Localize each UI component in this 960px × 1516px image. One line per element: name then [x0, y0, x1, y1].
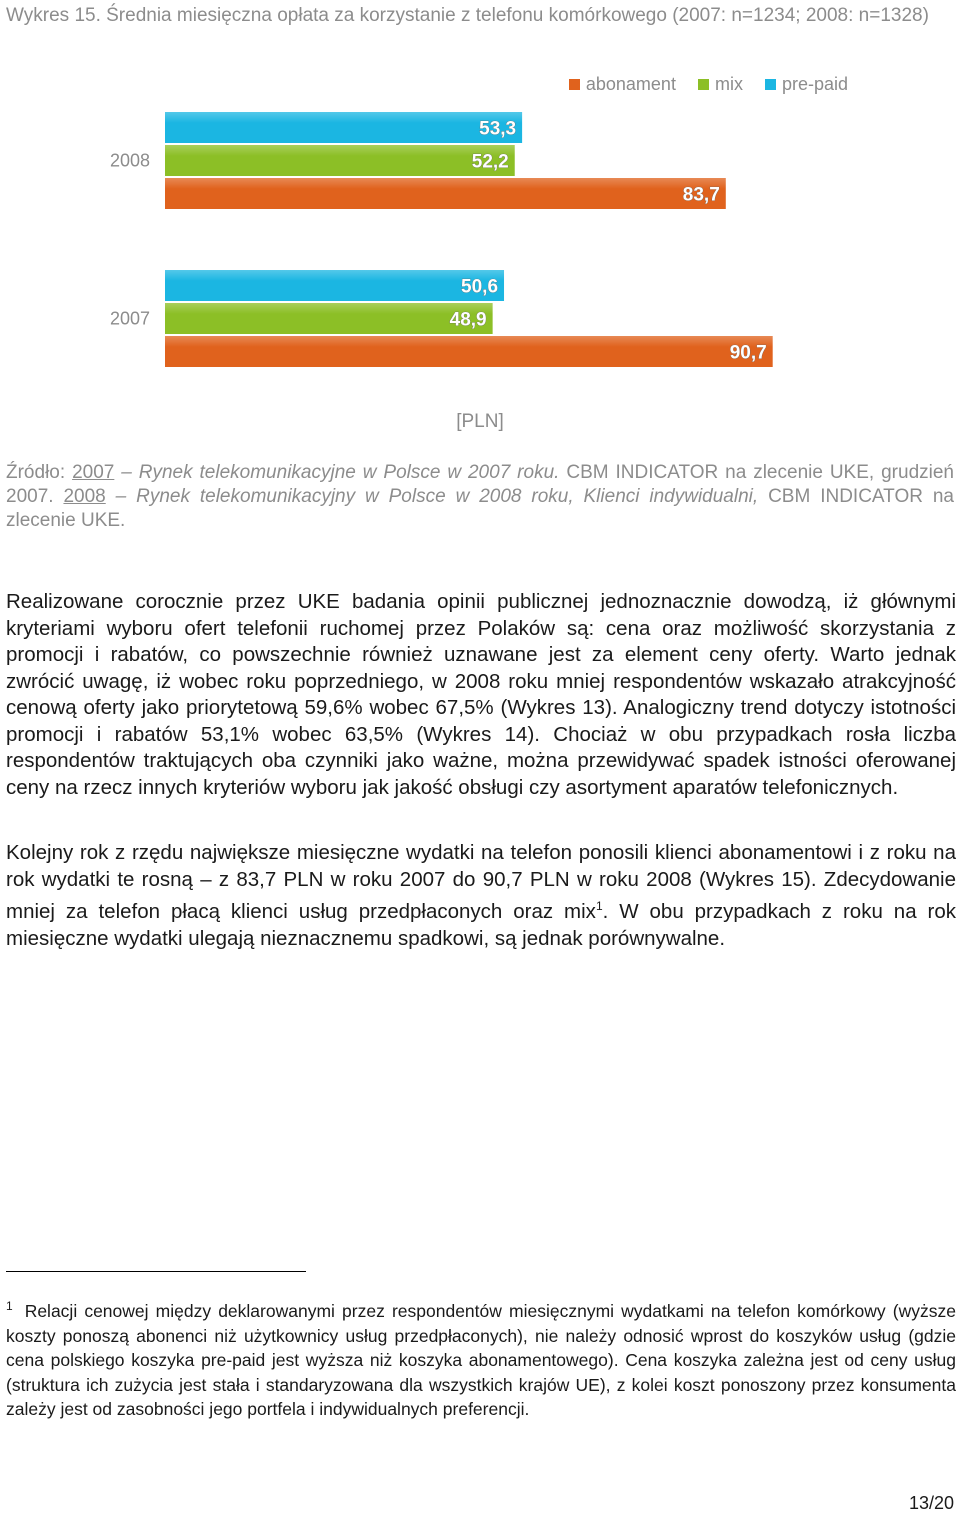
footnote	[6, 1294, 956, 1422]
source-title-2008: – Rynek telekomunikacyjny w Polsce w 2008 roku, Klienci indywidualni,	[105, 486, 759, 507]
bar-abonament-2007	[165, 336, 773, 367]
source-author-2008: CBM INDICATOR na zlecenie UKE.	[6, 486, 954, 531]
bar-mix-2007	[165, 303, 493, 334]
footnote-reference[interactable]: 1	[595, 899, 603, 913]
body-paragraph-2-start: Kolejny rok z rzędu największe miesięczne wydatki na telefon ponosili klienci abonamentowi i z roku na rok wydatki te rosną – z 83,7 PLN w roku 2007 do 90,7 PLN w roku 2008 (Wykres 15). Zdecydowanie mniej za telefon płacą klienci usług przedpłaconych oraz mix	[6, 841, 956, 923]
bar-label-abonament-2008: 83,7	[682, 184, 720, 206]
bar-chart	[0, 100, 960, 390]
source-author-2007: CBM INDICATOR na zlecenie UKE, grudzień 2007.	[6, 462, 954, 507]
legend-item-mix	[698, 74, 743, 95]
legend-item-abonament	[569, 74, 676, 95]
bar-abonament-2008	[165, 178, 726, 209]
x-axis-unit-label: [PLN]	[456, 411, 504, 432]
legend-label-mix: mix	[714, 74, 743, 94]
bar-pre-paid-2007	[165, 270, 504, 301]
chart-caption: Wykres 15. Średnia miesięczna opłata za korzystanie z telefonu komórkowego (2007: n=1234; 2008: n=1328)	[6, 5, 929, 26]
y-tick-label-2007: 2007	[109, 308, 150, 329]
footnote-number: 1	[6, 1299, 13, 1313]
bar-pre-paid-2008	[165, 112, 522, 143]
body-paragraph-2	[6, 840, 956, 952]
source-prefix: Źródło:	[6, 462, 73, 483]
legend-item-pre-paid	[765, 74, 848, 95]
chart-legend	[569, 74, 848, 95]
legend-swatch-abonament	[569, 79, 580, 90]
bar-label-abonament-2007: 90,7	[729, 342, 767, 364]
page-number: 13/20	[908, 1493, 954, 1513]
footnote-text: Relacji cenowej między deklarowanymi przez respondentów miesięcznymi wydatkami na telefon komórkowy (wyższe koszty ponoszą abonenci niż użytkownicy usług przedpłaconych), nie należy odnosić wprost do koszyków usług (gdzie cena polskiego koszyka pre-paid jest wyższa niż koszyka abonamentowego). Cena koszyka zależna jest od ceny usług (struktura ich zużycia jest stała i standaryzowana dla wszystkich krajów UE), z kolei koszt ponoszony przez konsumenta zależy jest od zasobności jego portfela i indywidualnych preferencji.	[6, 1301, 956, 1419]
source-note	[6, 461, 954, 533]
bar-mix-2008	[165, 145, 515, 176]
bar-label-pre-paid-2008: 53,3	[479, 118, 517, 140]
legend-swatch-mix	[698, 79, 709, 90]
legend-swatch-pre-paid	[765, 79, 776, 90]
source-link-2007[interactable]: 2007	[72, 462, 115, 483]
bar-label-mix-2007: 48,9	[449, 309, 487, 331]
body-paragraph-2-end: . W obu przypadkach z roku na rok miesięczne wydatki ulegają nieznacznemu spadkowi, są jednak porównywalne.	[6, 900, 956, 950]
legend-label-abonament: abonament	[585, 74, 676, 94]
footnote-divider	[6, 1271, 306, 1272]
legend-label-pre-paid: pre-paid	[781, 74, 848, 94]
bar-label-pre-paid-2007: 50,6	[461, 276, 499, 298]
source-title-2007: – Rynek telekomunikacyjne w Polsce w 2007 roku.	[114, 462, 560, 483]
body-paragraph-1: Realizowane corocznie przez UKE badania opinii publicznej jednoznacznie dowodzą, iż głównymi kryteriami wyboru ofert telefonii ruchomej przez Polaków są: cena oraz możliwość skorzystania z promocji i rabatów, co powszechnie również uznawane jest za element ceny oferty. Warto jednak zwrócić uwagę, iż wobec roku poprzedniego, w 2008 roku mniej respondentów wskazało atrakcyjność cenową oferty jako priorytetową 59,6% wobec 67,5% (Wykres 13). Analogiczny trend dotyczy istotności promocji i rabatów 53,1% wobec 63,5% (Wykres 14). Chociaż w obu przypadkach rosła liczba respondentów traktujących oba czynniki jako ważne, można przewidywać spadek istności oferowanej ceny na rzecz innych kryteriów wyboru jak jakość obsługi czy asortyment aparatów telefonicznych.	[6, 590, 956, 799]
source-link-2008[interactable]: 2008	[63, 486, 106, 507]
bar-label-mix-2008: 52,2	[471, 151, 509, 173]
y-tick-label-2008: 2008	[109, 150, 150, 171]
